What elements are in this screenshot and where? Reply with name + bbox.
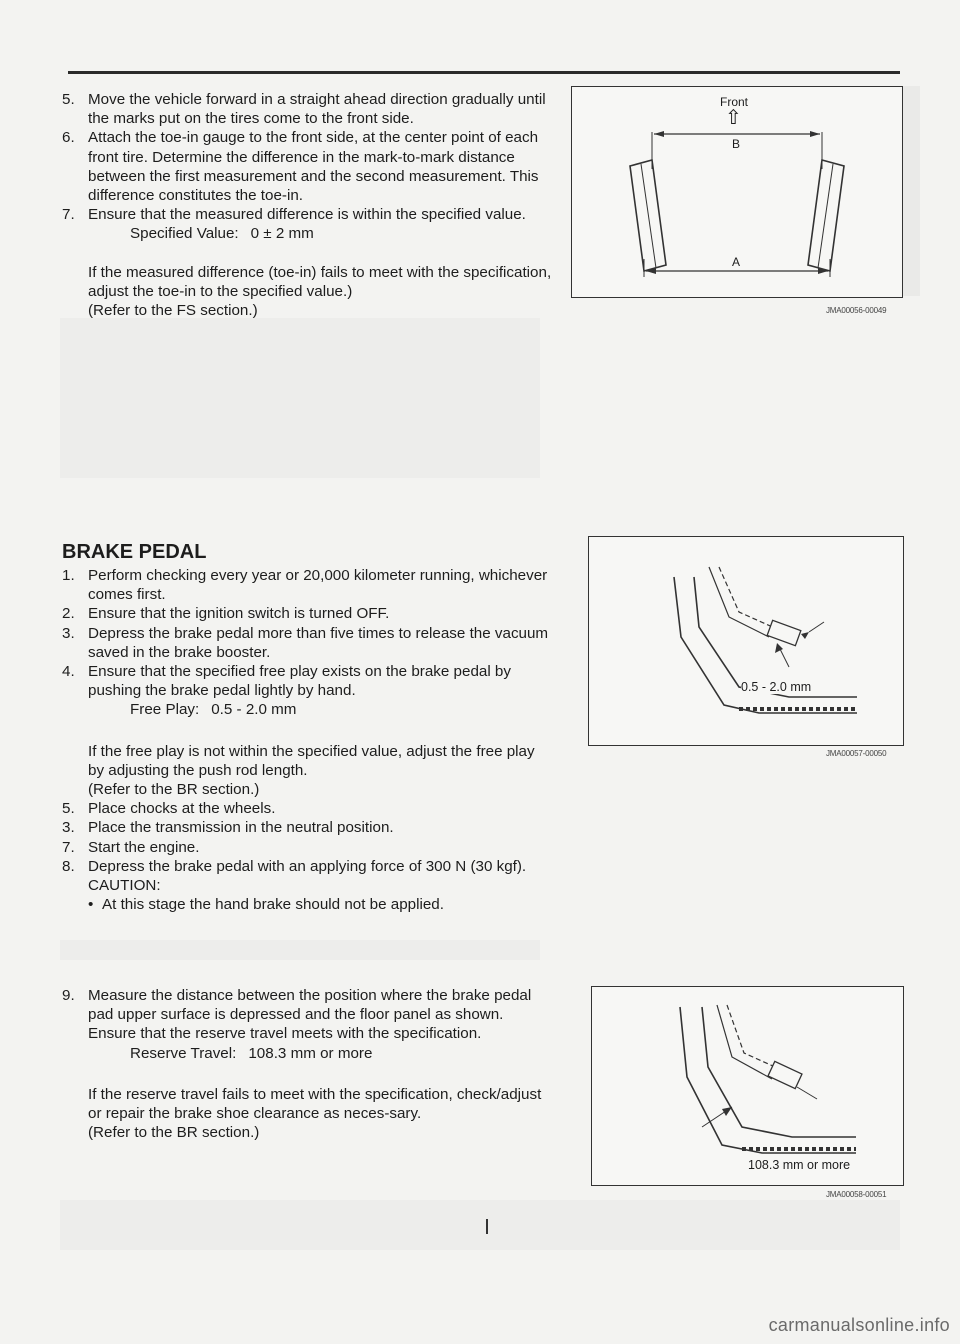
bullet-icon: • [88, 896, 94, 914]
step-text: Ensure that the specified free play exists on the brake pedal by pushing the brake pedal lightly by hand. [88, 663, 511, 700]
step-number: 5. [62, 91, 75, 108]
caution-text: At this stage the hand brake should not be applied. [102, 896, 444, 914]
top-rule [68, 71, 900, 74]
list-item [62, 604, 552, 623]
note-reference: (Refer to the BR section.) [88, 1124, 260, 1142]
step-text: Start the engine. [88, 838, 200, 856]
list-item [62, 566, 552, 604]
brake-steps-b [62, 986, 552, 1142]
brake-steps-a [62, 566, 552, 914]
watermark: carmanualsonline.info [768, 1315, 950, 1335]
step-number: 7. [62, 838, 75, 856]
note-reference: (Refer to the FS section.) [88, 302, 258, 320]
spec-value: 108.3 mm or more [248, 1044, 373, 1062]
spec-line [62, 224, 552, 243]
reserve-travel-diagram [592, 987, 903, 1185]
step-text: Depress the brake pedal more than five times to release the vacuum saved in the brake booster. [88, 624, 549, 661]
step-text: Place the transmission in the neutral position. [88, 819, 394, 837]
bleed-through-block [60, 1200, 900, 1250]
note-paragraph: If the free play is not within the specified value, adjust the free play by adjusting the push rod length. [88, 742, 535, 779]
note-paragraph: If the reserve travel fails to meet with the specification, check/adjust or repair the brake shoe clearance as neces-sary. [88, 1085, 542, 1123]
list-item [62, 90, 552, 128]
bleed-through-block [60, 940, 540, 960]
list-item [62, 662, 552, 700]
list-item [62, 857, 552, 876]
free-play-figure [588, 536, 904, 746]
spec-label: Reserve Travel: [130, 1044, 237, 1062]
free-play-label: 0.5 - 2.0 mm [741, 680, 812, 694]
front-arrow-icon: ⇧ [725, 107, 742, 129]
step-text: Place chocks at the wheels. [88, 800, 276, 818]
step-number: 4. [62, 663, 75, 681]
front-label: Front [720, 95, 749, 109]
step-number: 8. [62, 857, 75, 875]
note-reference: (Refer to the BR section.) [88, 781, 260, 799]
caution-item [62, 895, 552, 914]
step-text: Depress the brake pedal with an applying force of 300 N (30 kgf). [88, 857, 527, 875]
step-number: 9. [62, 987, 75, 1004]
step-text: Ensure that the measured difference is within the specified value. [88, 206, 526, 224]
figure-id: JMA00057-00050 [826, 749, 887, 758]
list-item [62, 799, 552, 818]
spec-value: 0 ± 2 mm [250, 225, 314, 243]
step-text: Attach the toe-in gauge to the front side, at the center point of each front tire. Determine the difference in the mark-to-mark distance between the first measurement and the second measurement. This difference constitutes the toe-in. [88, 129, 539, 205]
step-text: Measure the distance between the position where the brake pedal pad upper surface is depressed and the floor panel as shown. [88, 987, 532, 1024]
page-mark [486, 1219, 488, 1234]
spec-line [62, 700, 552, 719]
reserve-travel-label: 108.3 mm or more [748, 1158, 851, 1172]
step-text: Ensure that the ignition switch is turned OFF. [88, 605, 390, 623]
bleed-through-block [60, 318, 540, 478]
figure-id: JMA00058-00051 [826, 1190, 887, 1199]
toe-in-section [62, 90, 552, 320]
spec-label: Free Play: [130, 701, 200, 719]
step-text: Perform checking every year or 20,000 kilometer running, whichever comes first. [88, 567, 548, 604]
step-number: 5. [62, 800, 75, 818]
dimension-label-b: B [732, 137, 741, 151]
step-number: 3. [62, 624, 75, 642]
step-number: 6. [62, 129, 75, 147]
spec-label: Specified Value: [130, 225, 239, 243]
dimension-label-a: A [732, 255, 741, 269]
list-item [62, 986, 552, 1024]
list-item [62, 818, 552, 837]
step-number: 3. [62, 819, 75, 837]
step-number: 2. [62, 605, 75, 623]
spec-value: 0.5 - 2.0 mm [211, 701, 297, 719]
note-paragraph: If the measured difference (toe-in) fails to meet with the specification, adjust the toe-in to the specified value.) [88, 263, 552, 300]
step-number: 7. [62, 206, 75, 224]
step-extra: Ensure that the reserve travel meets with the specification. [88, 1025, 482, 1043]
toe-in-figure [571, 86, 903, 298]
spec-line [62, 1044, 552, 1063]
list-item [62, 205, 552, 224]
section-heading: BRAKE PEDAL [62, 541, 207, 563]
free-play-diagram [589, 537, 903, 745]
figure-id: JMA00056-00049 [826, 306, 887, 315]
step-number: 1. [62, 567, 75, 584]
step-text: Move the vehicle forward in a straight ahead direction gradually until the marks put on the tires come to the front side. [88, 91, 546, 128]
list-item [62, 838, 552, 857]
list-item [62, 128, 552, 205]
reserve-travel-figure [591, 986, 904, 1186]
list-item [62, 624, 552, 662]
caution-label: CAUTION: [88, 877, 161, 895]
